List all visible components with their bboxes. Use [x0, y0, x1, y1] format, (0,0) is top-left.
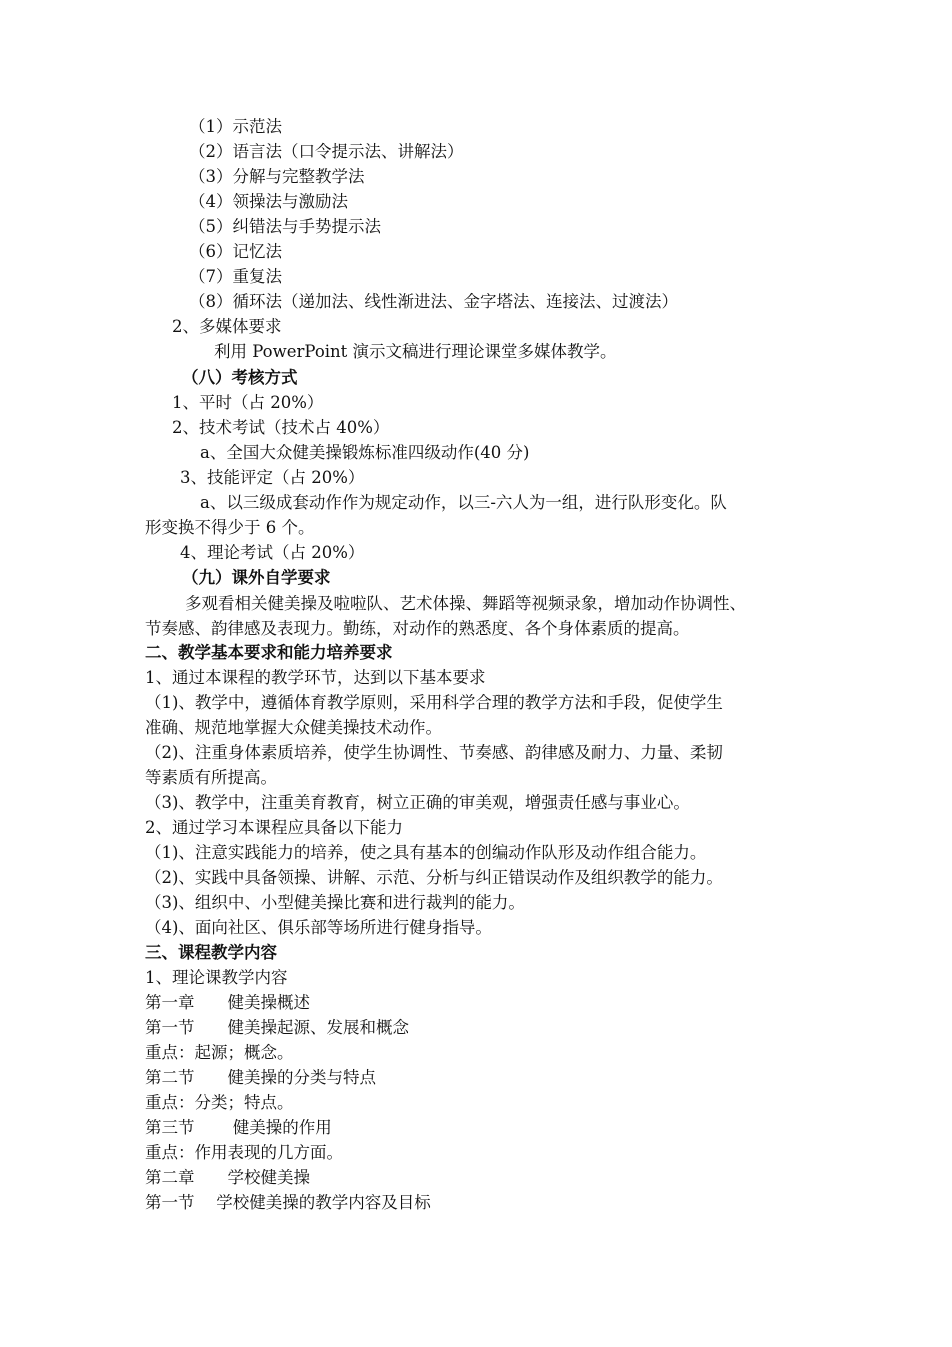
text-line: 利用 PowerPoint 演示文稿进行理论课堂多媒体教学。 [214, 342, 617, 361]
text-line: 等素质有所提高。 [145, 768, 277, 787]
text-line: 4、理论考试（占 20%） [180, 543, 365, 562]
section-heading: 二、教学基本要求和能力培养要求 [145, 643, 393, 662]
text-line: 1、通过本课程的教学环节，达到以下基本要求 [145, 668, 486, 687]
text-line: 准确、规范地掌握大众健美操技术动作。 [145, 718, 442, 737]
text-line: 1、理论课教学内容 [145, 968, 288, 987]
text-line: 第一节 健美操起源、发展和概念 [145, 1018, 409, 1037]
section-heading: 三、课程教学内容 [145, 943, 277, 962]
text-line: （6）记忆法 [189, 242, 282, 261]
text-line: （3)、教学中，注重美育教育，树立正确的审美观，增强责任感与事业心。 [145, 793, 690, 812]
text-line: 第三节 健美操的作用 [145, 1118, 332, 1137]
text-line: 2、通过学习本课程应具备以下能力 [145, 818, 403, 837]
text-line: a、以三级成套动作作为规定动作，以三-六人为一组，进行队形变化。队 [200, 493, 727, 512]
text-line: a、全国大众健美操锻炼标准四级动作(40 分) [200, 443, 530, 462]
text-line: 形变换不得少于 6 个。 [145, 518, 315, 537]
text-line: （1）示范法 [189, 117, 282, 136]
text-line: （2)、实践中具备领操、讲解、示范、分析与纠正错误动作及组织教学的能力。 [145, 868, 723, 887]
section-heading: （八）考核方式 [182, 368, 298, 387]
text-line: 2、技术考试（技术占 40%） [172, 418, 390, 437]
text-line: （3)、组织中、小型健美操比赛和进行裁判的能力。 [145, 893, 525, 912]
text-line: （2)、注重身体素质培养，使学生协调性、节奏感、韵律感及耐力、力量、柔韧 [145, 743, 723, 762]
text-line: 重点：起源；概念。 [145, 1043, 294, 1062]
text-line: （1)、注意实践能力的培养，使之具有基本的创编动作队形及动作组合能力。 [145, 843, 707, 862]
text-line: （8）循环法（递加法、线性渐进法、金字塔法、连接法、过渡法） [189, 292, 678, 311]
section-heading: （九）课外自学要求 [182, 568, 331, 587]
text-line: 第一章 健美操概述 [145, 993, 310, 1012]
text-line: 1、平时（占 20%） [172, 393, 324, 412]
text-line: 第一节 学校健美操的教学内容及目标 [145, 1193, 431, 1212]
text-line: 第二章 学校健美操 [145, 1168, 310, 1187]
text-line: 重点：分类；特点。 [145, 1093, 294, 1112]
text-line: 重点：作用表现的几方面。 [145, 1143, 343, 1162]
text-line: 第二节 健美操的分类与特点 [145, 1068, 376, 1087]
text-line: （5）纠错法与手势提示法 [189, 217, 381, 236]
text-line: （4）领操法与激励法 [189, 192, 348, 211]
text-line: （7）重复法 [189, 267, 282, 286]
text-line: （4)、面向社区、俱乐部等场所进行健身指导。 [145, 918, 492, 937]
text-line: （1)、教学中，遵循体育教学原则，采用科学合理的教学方法和手段，促使学生 [145, 693, 723, 712]
text-line: 2、多媒体要求 [172, 317, 282, 336]
text-line: 节奏感、韵律感及表现力。勤练，对动作的熟悉度、各个身体素质的提高。 [145, 619, 690, 638]
text-line: （3）分解与完整教学法 [189, 167, 365, 186]
text-line: 3、技能评定（占 20%） [180, 468, 365, 487]
text-line: （2）语言法（口令提示法、讲解法） [189, 142, 464, 161]
text-line: 多观看相关健美操及啦啦队、艺术体操、舞蹈等视频录象，增加动作协调性、 [185, 594, 746, 613]
